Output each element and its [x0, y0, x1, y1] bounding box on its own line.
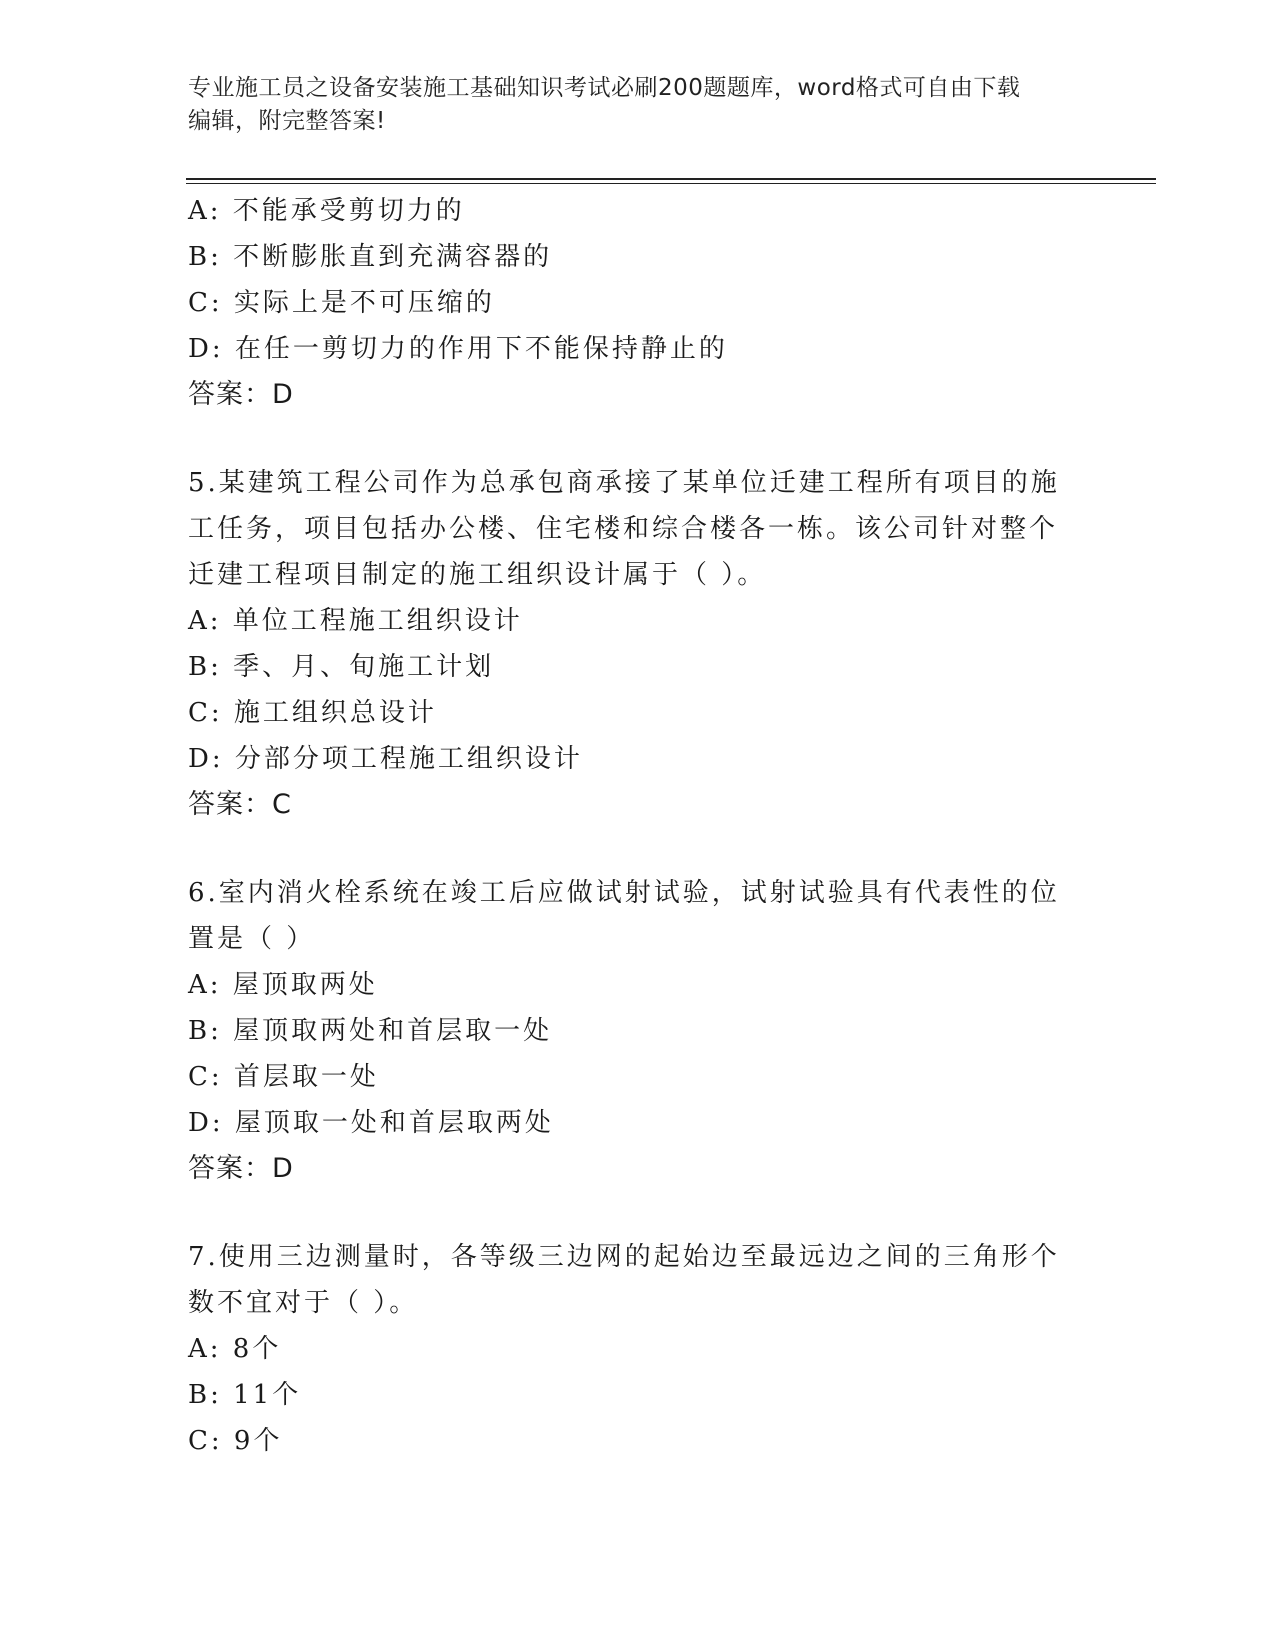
question-text-line: 迁建工程项目制定的施工组织设计属于（ ）。: [188, 560, 767, 590]
answer: 答案：C: [188, 789, 292, 820]
option-a: A: 屋顶取两处: [188, 970, 378, 1000]
option-c: C: 施工组织总设计: [188, 698, 437, 728]
question-text-line: 6.室内消火栓系统在竣工后应做试射试验，试射试验具有代表性的位: [188, 878, 1060, 908]
question-6: [188, 870, 1068, 1192]
option-c: C: 首层取一处: [188, 1062, 379, 1092]
option-d: D: 分部分项工程施工组织设计: [188, 744, 583, 774]
question-4: [188, 188, 1068, 418]
header-line-1: 专业施工员之设备安装施工基础知识考试必刷200题题库，word格式可自由下载: [188, 75, 1021, 101]
option-d: D: 在任一剪切力的作用下不能保持静止的: [188, 334, 728, 364]
option-a: A: 不能承受剪切力的: [188, 196, 465, 226]
answer: 答案：D: [188, 379, 294, 410]
option-a: A: 单位工程施工组织设计: [188, 606, 523, 636]
option-b: B: 不断膨胀直到充满容器的: [188, 242, 553, 272]
question-text-line: 5.某建筑工程公司作为总承包商承接了某单位迁建工程所有项目的施: [188, 468, 1060, 498]
question-text-line: 置是（ ）: [188, 924, 316, 954]
option-b: B: 季、月、旬施工计划: [188, 652, 495, 682]
question-text-line: 7.使用三边测量时，各等级三边网的起始边至最远边之间的三角形个: [188, 1242, 1060, 1272]
document-header: [188, 72, 1068, 138]
answer: 答案：D: [188, 1153, 294, 1184]
header-divider-bottom: [186, 183, 1156, 184]
option-c: C: 9个: [188, 1426, 283, 1456]
option-a: A: 8个: [188, 1334, 282, 1364]
header-divider-top: [186, 178, 1156, 180]
option-b: B: 屋顶取两处和首层取一处: [188, 1016, 553, 1046]
question-7: [188, 1234, 1068, 1464]
question-text-line: 数不宜对于（ ）。: [188, 1288, 419, 1318]
question-text-line: 工任务，项目包括办公楼、住宅楼和综合楼各一栋。该公司针对整个: [188, 514, 1059, 544]
header-line-2: 编辑，附完整答案!: [188, 108, 386, 134]
option-c: C: 实际上是不可压缩的: [188, 288, 495, 318]
question-5: [188, 460, 1068, 828]
option-b: B: 11个: [188, 1380, 302, 1410]
question-list: [188, 188, 1068, 1464]
option-d: D: 屋顶取一处和首层取两处: [188, 1108, 554, 1138]
